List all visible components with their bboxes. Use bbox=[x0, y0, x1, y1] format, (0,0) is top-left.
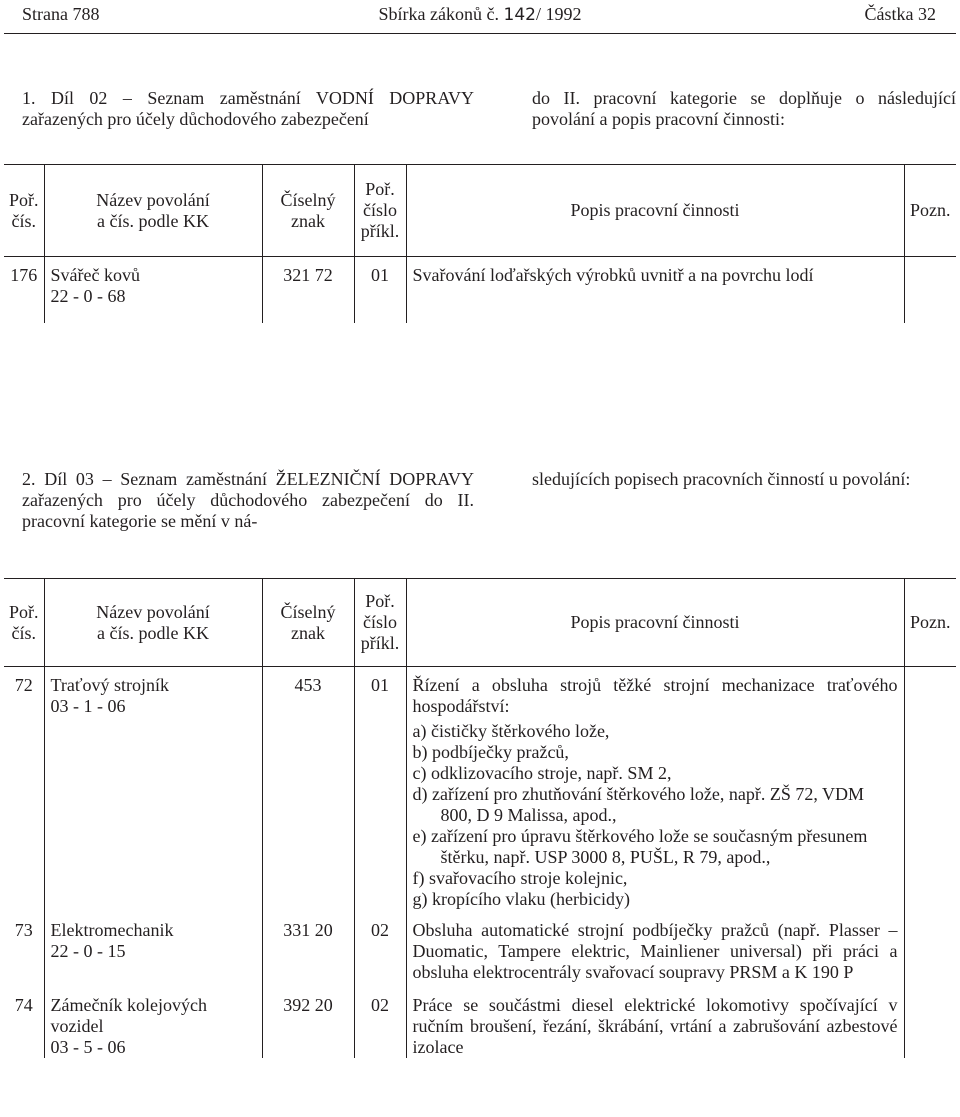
cell-nazev bbox=[44, 920, 262, 995]
list-item: g) kropícího vlaku (herbicidy) bbox=[412, 889, 630, 909]
col-header-nazev: Název povolání a čís. podle KK bbox=[44, 165, 262, 257]
collection-title bbox=[0, 4, 960, 26]
list-item: b) podbíječky pražců, bbox=[412, 742, 569, 762]
collection-year: / 1992 bbox=[535, 4, 582, 24]
section2-intro-left: 2. Díl 03 – Seznam zaměstnání ŽELEZNIČNÍ DOPRAVY zařazených pro účely důchodového zabezpečení do II. pracovní kategorie se mění v ná- bbox=[22, 469, 474, 531]
col-header-por: Poř. čís. bbox=[4, 165, 44, 257]
cell-por: 72 bbox=[14, 675, 33, 695]
cell-nazev bbox=[44, 667, 262, 921]
col-header-nazev: Název povolání a čís. podle KK bbox=[44, 579, 262, 667]
kk-code: 03 - 1 - 06 bbox=[50, 696, 126, 716]
cell-pozn bbox=[904, 995, 956, 1058]
section2-intro-right: sledujících popisech pracovních činností u povolání: bbox=[532, 469, 911, 489]
table-row bbox=[4, 667, 956, 921]
col-header-ciselny: Číselný znak bbox=[262, 579, 354, 667]
table-row bbox=[4, 920, 956, 995]
col-header-popis: Popis pracovní činnosti bbox=[406, 165, 904, 257]
list-item: d) zařízení pro zhutňování štěrkového lože, např. ZŠ 72, VDM 800, D 9 Malissa, apod., bbox=[412, 784, 865, 825]
col-header-pozn: Pozn. bbox=[904, 579, 956, 667]
cell-ciselny: 453 bbox=[262, 667, 354, 921]
cell-ciselny: 331 20 bbox=[262, 920, 354, 995]
collection-number: 142 bbox=[503, 5, 536, 25]
occupation-name: Zámečník kolejových vozidel bbox=[50, 995, 207, 1036]
cell-por: 73 bbox=[14, 920, 33, 940]
col-header-prikl: Poř. číslo příkl. bbox=[354, 579, 406, 667]
page-number: Strana 788 bbox=[22, 4, 100, 24]
table-row bbox=[4, 995, 956, 1058]
cell-pozn bbox=[904, 920, 956, 995]
table-railway-transport bbox=[4, 578, 956, 1058]
table-header-row bbox=[4, 579, 956, 667]
list-item: e) zařízení pro úpravu štěrkového lože se současným přesunem štěrku, např. USP 3000 8, PUŠL, R 79, apod., bbox=[412, 826, 868, 867]
cell-ciselny: 392 20 bbox=[262, 995, 354, 1058]
cell-por: 176 bbox=[10, 265, 38, 285]
table-header-row bbox=[4, 165, 956, 257]
cell-prikl: 01 bbox=[354, 667, 406, 921]
section1-intro-left: 1. Díl 02 – Seznam zaměstnání VODNÍ DOPRAVY zařazených pro účely důchodového zabezpečení bbox=[22, 88, 474, 129]
cell-popis: Svařování loďařských výrobků uvnitř a na povrchu lodí bbox=[406, 257, 904, 323]
col-header-pozn: Pozn. bbox=[904, 165, 956, 257]
table-water-transport bbox=[4, 164, 956, 323]
kk-code: 22 - 0 - 68 bbox=[50, 286, 126, 306]
list-item: f) svařovacího stroje kolejnic, bbox=[412, 868, 628, 888]
cell-nazev bbox=[44, 257, 262, 323]
issue-number: Částka 32 bbox=[864, 4, 936, 24]
cell-nazev bbox=[44, 995, 262, 1058]
occupation-name: Elektromechanik bbox=[50, 920, 174, 940]
occupation-name: Traťový strojník bbox=[50, 675, 170, 695]
header-rule bbox=[4, 33, 956, 34]
cell-ciselny: 321 72 bbox=[262, 257, 354, 323]
cell-pozn bbox=[904, 257, 956, 323]
section1-intro-right: do II. pracovní kategorie se doplňuje o následující povolání a popis pracovní činnosti: bbox=[532, 88, 956, 129]
description-text: Řízení a obsluha strojů těžké strojní mechanizace traťového hospodářství: bbox=[412, 675, 898, 716]
occupation-name: Svářeč kovů bbox=[50, 265, 140, 285]
kk-code: 03 - 5 - 06 bbox=[50, 1037, 126, 1057]
col-header-popis: Popis pracovní činnosti bbox=[406, 579, 904, 667]
table-row bbox=[4, 257, 956, 323]
cell-popis: Práce se součástmi diesel elektrické lokomotivy spočívající v ručním broušení, řezání, škrábání, vrtání a zabrušování azbestové izolace bbox=[406, 995, 904, 1058]
kk-code: 22 - 0 - 15 bbox=[50, 941, 126, 961]
cell-prikl: 01 bbox=[354, 257, 406, 323]
cell-por: 74 bbox=[14, 995, 33, 1015]
cell-popis bbox=[406, 667, 904, 921]
col-header-ciselny: Číselný znak bbox=[262, 165, 354, 257]
col-header-por: Poř. čís. bbox=[4, 579, 44, 667]
cell-prikl: 02 bbox=[354, 920, 406, 995]
cell-pozn bbox=[904, 667, 956, 921]
collection-prefix: Sbírka zákonů č. bbox=[378, 4, 499, 24]
cell-popis: Obsluha automatické strojní podbíječky pražců (např. Plasser – Duomatic, Tampere elektric, Mainliener universal) při práci a obsluha elektrocentrály svařovací soupravy PRSM a K 190 P bbox=[406, 920, 904, 995]
col-header-prikl: Poř. číslo příkl. bbox=[354, 165, 406, 257]
machine-list bbox=[413, 721, 898, 910]
cell-prikl: 02 bbox=[354, 995, 406, 1058]
list-item: a) čističky štěrkového lože, bbox=[412, 721, 610, 741]
list-item: c) odklizovacího stroje, např. SM 2, bbox=[412, 763, 672, 783]
